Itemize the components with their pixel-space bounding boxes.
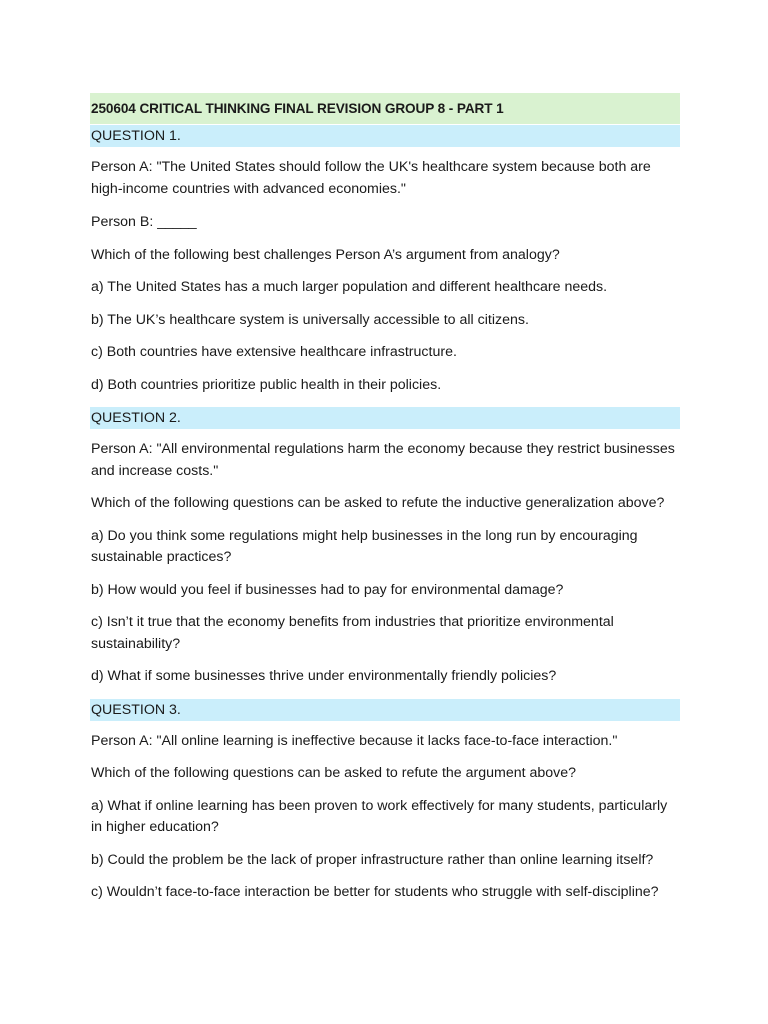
question-1-option-c: c) Both countries have extensive healthcare infrastructure. (91, 344, 457, 360)
question-2-option-a: a) Do you think some regulations might help businesses in the long run by encouraging sustainable practices? (91, 527, 638, 565)
question-1-premise: Person A: "The United States should follow the UK's healthcare system because both are high-income countries with advanced economies." (91, 159, 651, 197)
question-1-header: QUESTION 1. (90, 125, 680, 147)
question-2-header: QUESTION 2. (90, 407, 680, 429)
question-2-prompt: Which of the following questions can be asked to refute the inductive generalization above? (91, 495, 665, 511)
question-3-header: QUESTION 3. (90, 699, 680, 721)
question-1-option-a: a) The United States has a much larger population and different healthcare needs. (91, 279, 608, 295)
question-3-option-c: c) Wouldn’t face-to-face interaction be better for students who struggle with self-discipline? (91, 884, 659, 900)
question-2-option-d: d) What if some businesses thrive under environmentally friendly policies? (91, 668, 557, 684)
question-2-premise: Person A: "All environmental regulations harm the economy because they restrict businesses and increase costs." (91, 441, 675, 479)
question-3-option-b: b) Could the problem be the lack of proper infrastructure rather than online learning itself? (91, 851, 654, 868)
question-3-premise: Person A: "All online learning is ineffective because it lacks face-to-face interaction." (91, 732, 618, 749)
document-title: 250604 CRITICAL THINKING FINAL REVISION GROUP 8 - PART 1 (90, 93, 680, 124)
question-2-option-b: b) How would you feel if businesses had to pay for environmental damage? (91, 581, 564, 598)
document-content (90, 93, 680, 904)
question-1-option-b: b) The UK’s healthcare system is universally accessible to all citizens. (91, 311, 529, 328)
question-3-prompt: Which of the following questions can be asked to refute the argument above? (91, 765, 577, 781)
question-1-person-b: Person B: _____ (91, 214, 197, 230)
question-3-option-a: a) What if online learning has been proven to work effectively for many students, particularly in higher education? (91, 797, 668, 835)
question-1-prompt: Which of the following best challenges Person A’s argument from analogy? (91, 246, 560, 263)
question-2-option-c: c) Isn’t it true that the economy benefits from industries that prioritize environmental sustainability? (91, 614, 614, 652)
question-1-option-d: d) Both countries prioritize public health in their policies. (91, 376, 442, 393)
